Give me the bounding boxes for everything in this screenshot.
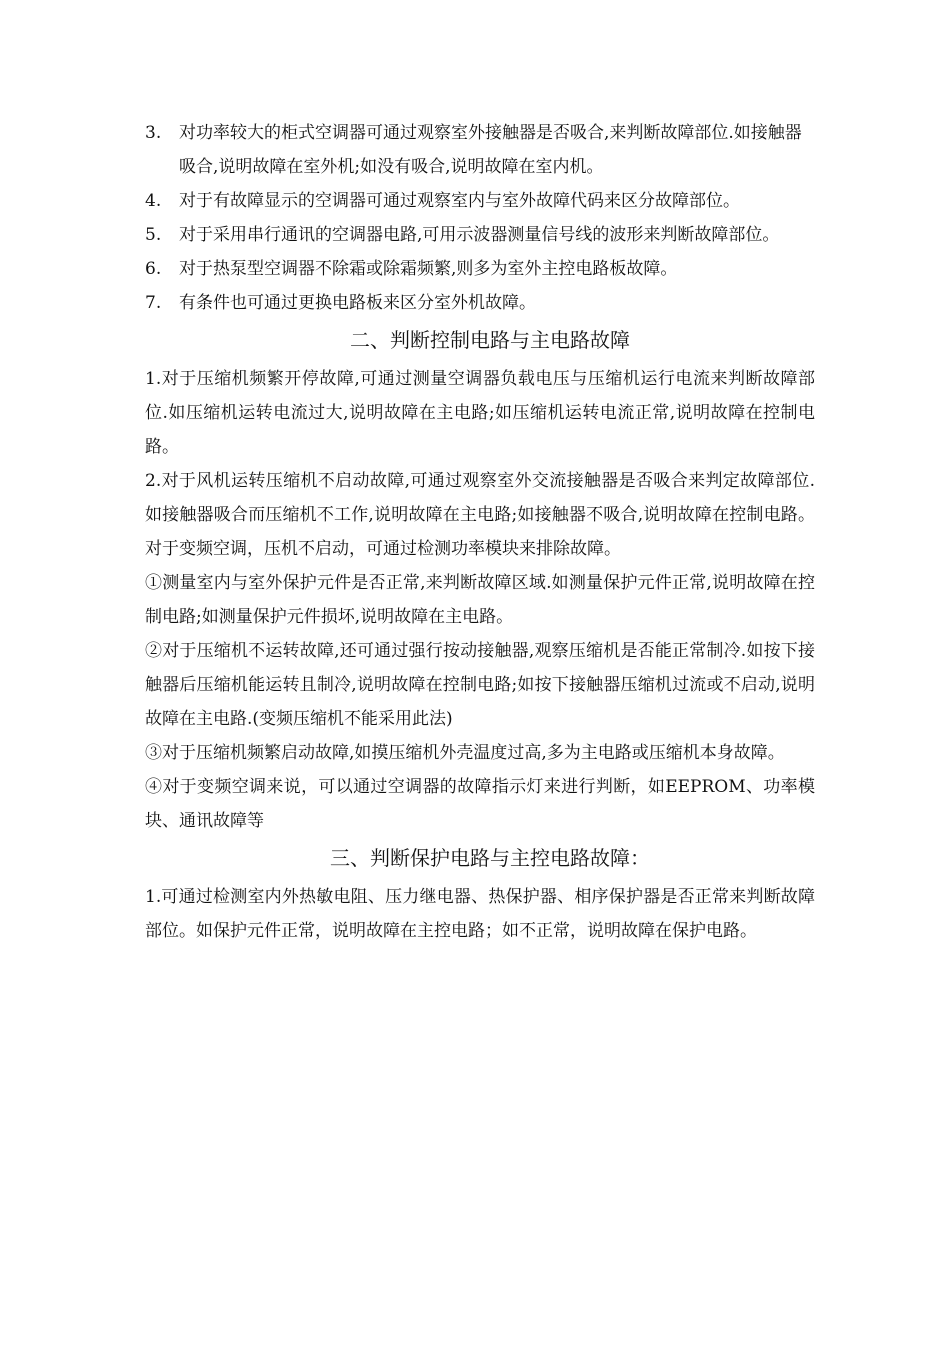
section-2-paragraph-4: ②对于压缩机不运转故障,还可通过强行按动接触器,观察压缩机是否能正常制冷.如按下接触器后压缩机能运转且制冷,说明故障在控制电路;如按下接触器压缩机过流或不启动,说明故障在主电路.(变频压缩机不能采用此法) xyxy=(145,641,815,729)
list-number: 7. xyxy=(145,293,162,313)
list-text: 对功率较大的柜式空调器可通过观察室外接触器是否吸合,来判断故障部位.如接触器吸合,说明故障在室外机;如没有吸合,说明故障在室内机。 xyxy=(179,123,802,177)
list-number: 4. xyxy=(145,191,162,211)
list-number: 5. xyxy=(145,225,162,245)
section-3-paragraph-1: 1.可通过检测室内外热敏电阻、压力继电器、热保护器、相序保护器是否正常来判断故障部位。如保护元件正常，说明故障在主控电路；如不正常，说明故障在保护电路。 xyxy=(145,887,815,941)
list-text: 有条件也可通过更换电路板来区分室外机故障。 xyxy=(179,293,536,313)
list-item-3 xyxy=(145,116,815,184)
list-item-4 xyxy=(145,184,815,218)
section-2-heading: 二、判断控制电路与主电路故障 xyxy=(350,328,630,352)
list-text: 对于有故障显示的空调器可通过观察室内与室外故障代码来区分故障部位。 xyxy=(179,191,740,211)
section-2-paragraph-1: 1.对于压缩机频繁开停故障,可通过测量空调器负载电压与压缩机运行电流来判断故障部位.如压缩机运转电流过大,说明故障在主电路;如压缩机运转电流正常,说明故障在控制电路。 xyxy=(145,369,815,457)
section-2-paragraph-2: 2.对于风机运转压缩机不启动故障,可通过观察室外交流接触器是否吸合来判定故障部位.如接触器吸合而压缩机不工作,说明故障在主电路;如接触器不吸合,说明故障在控制电路。对于变频空调，压机不启动，可通过检测功率模块来排除故障。 xyxy=(145,471,815,559)
section-2-paragraph-6: ④对于变频空调来说，可以通过空调器的故障指示灯来进行判断，如EEPROM、功率模块、通讯故障等 xyxy=(145,777,815,831)
list-text: 对于采用串行通讯的空调器电路,可用示波器测量信号线的波形来判断故障部位。 xyxy=(179,225,780,245)
list-text: 对于热泵型空调器不除霜或除霜频繁,则多为室外主控电路板故障。 xyxy=(179,259,678,279)
list-number: 6. xyxy=(145,259,162,279)
document-body xyxy=(145,116,815,948)
section-2-paragraph-3: ①测量室内与室外保护元件是否正常,来判断故障区域.如测量保护元件正常,说明故障在控制电路;如测量保护元件损坏,说明故障在主电路。 xyxy=(145,573,815,627)
section-2-paragraph-5: ③对于压缩机频繁启动故障,如摸压缩机外壳温度过高,多为主电路或压缩机本身故障。 xyxy=(145,743,785,763)
list-item-5 xyxy=(145,218,815,252)
list-item-6 xyxy=(145,252,815,286)
list-number: 3. xyxy=(145,123,162,143)
list-item-7 xyxy=(145,286,815,320)
section-3-heading: 三、判断保护电路与主控电路故障： xyxy=(330,846,650,870)
